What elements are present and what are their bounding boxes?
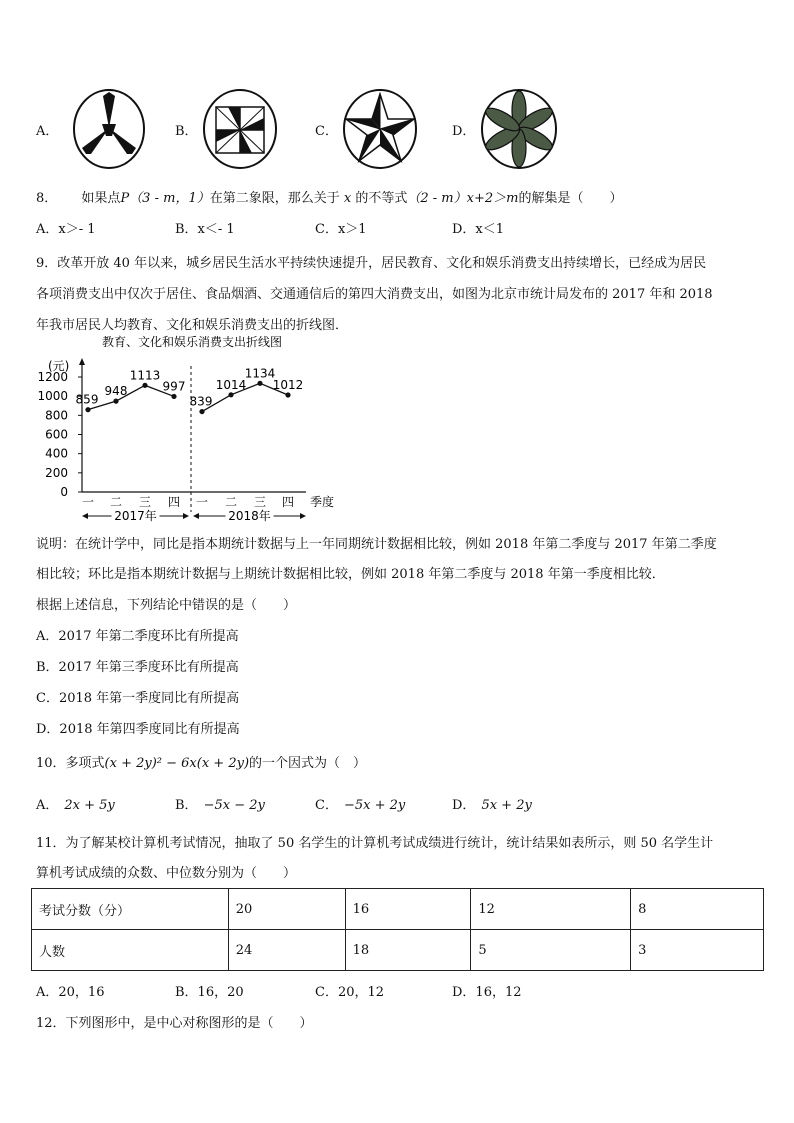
q12-stem: 12．下列图形中，是中心对称图形的是（ ） <box>36 1016 313 1031</box>
y-tick-label: 600 <box>45 427 68 442</box>
q8-option-a: A．x＞- 1 <box>36 222 96 237</box>
x-tick-label: 三 <box>138 495 152 509</box>
tri-blade-circle-icon <box>72 88 146 170</box>
q10-option-b-expr: −5x − 2y <box>203 798 265 813</box>
q10-option-b-letter: B． <box>175 798 198 813</box>
data-label: 948 <box>104 384 128 399</box>
q8-point: P（3 - m，1） <box>120 191 210 206</box>
q10-tail: 的一个因式为（ ） <box>249 756 367 771</box>
q8-stem-d: 的解集是（ ） <box>518 191 623 206</box>
x-tick-label: 一 <box>195 495 209 509</box>
data-label: 1134 <box>244 366 276 381</box>
q11-option-c: C．20，12 <box>315 985 385 1000</box>
q8-option-c: C．x＞1 <box>315 222 367 237</box>
x-tick-label: 一 <box>81 495 95 509</box>
data-label: 1014 <box>215 377 247 392</box>
table-cell: 人数 <box>32 930 229 971</box>
y-tick-label: 800 <box>45 408 68 423</box>
q10-option-d-expr: 5x + 2y <box>481 798 532 813</box>
y-tick-label: 1000 <box>37 389 68 404</box>
table-cell: 24 <box>228 930 345 971</box>
data-label: 839 <box>189 394 213 409</box>
line-chart <box>34 332 354 524</box>
table-cell: 5 <box>471 930 631 971</box>
x-tick-label: 四 <box>281 495 295 509</box>
q10-option-a-letter: A． <box>36 798 59 813</box>
score-table <box>31 888 764 971</box>
q8-inequality: （2 - m）x+2＞m <box>407 191 519 206</box>
q9-option-c: C．2018 年第一季度同比有所提高 <box>36 691 240 706</box>
q9-question: 根据上述信息，下列结论中错误的是（ ） <box>36 598 297 613</box>
q10-option-d-letter: D． <box>452 798 476 813</box>
data-point <box>85 407 90 412</box>
data-label: 1012 <box>272 378 304 393</box>
table-cell: 12 <box>471 889 631 930</box>
chart-y-axis-arrow <box>79 358 85 365</box>
q11-line-1: 11．为了解某校计算机考试情况，抽取了 50 名学生的计算机考试成绩进行统计，统计结果如表所示，则 50 名学生计 <box>36 836 714 851</box>
data-point <box>199 409 204 414</box>
pinwheel-circle-icon <box>202 88 278 170</box>
q9-line-2: 各项消费支出中仅次于居住、食品烟酒、交通通信后的第四大消费支出，如图为北京市统计局发布的 2017 年和 2018 <box>36 287 713 302</box>
q8-stem-b: 在第二象限，那么关于 <box>209 191 340 206</box>
q10-stem <box>36 752 366 771</box>
table-cell: 考试分数（分） <box>32 889 229 930</box>
q8-var: x <box>343 191 352 206</box>
q9-note-2: 相比较；环比是指本期统计数据与上期统计数据相比较，例如 2018 年第二季度与 2018 年第一季度相比较． <box>36 567 665 582</box>
table-cell: 16 <box>345 889 471 930</box>
table-row <box>32 889 764 930</box>
q11-option-b: B．16，20 <box>175 985 244 1000</box>
q11-line-2: 算机考试成绩的众数、中位数分别为（ ） <box>36 866 297 881</box>
data-point <box>113 399 118 404</box>
x-tick-label: 二 <box>224 495 238 509</box>
series-line-1 <box>88 385 174 409</box>
q8-stem-c: 的不等式 <box>355 191 408 206</box>
y-tick-label: 200 <box>45 465 68 480</box>
x-tick-label: 三 <box>253 495 267 509</box>
q10-number: 10．多项式 <box>36 756 105 771</box>
q7-option-d-letter: D． <box>452 124 476 139</box>
q10-option-c-expr: −5x + 2y <box>343 798 406 813</box>
q8-option-d: D．x＜1 <box>452 222 505 237</box>
q10-expression: (x + 2y)² − 6x(x + 2y) <box>104 756 250 771</box>
q9-line-1: 9．改革开放 40 年以来，城乡居民生活水平持续快速提升，居民教育、文化和娱乐消费支出持续增长，已经成为居民 <box>36 256 707 271</box>
y-tick-label: 400 <box>45 446 68 461</box>
x-tick-label: 二 <box>109 495 123 509</box>
data-label: 1113 <box>129 368 161 383</box>
table-cell: 8 <box>631 889 764 930</box>
data-label: 997 <box>162 379 186 394</box>
q8-option-b: B．x＜- 1 <box>175 222 235 237</box>
q9-note-1: 说明：在统计学中，同比是指本期统计数据与上一年同期统计数据相比较，例如 2018 年第二季度与 2017 年第二季度 <box>36 537 717 552</box>
x-tick-label: 四 <box>167 495 181 509</box>
q8-stem-a: 如果点 <box>81 191 121 206</box>
q11-option-a: A．20，16 <box>36 985 105 1000</box>
q10-option-c <box>315 794 405 813</box>
q8-number: 8． <box>36 191 58 206</box>
data-point <box>171 394 176 399</box>
q11-option-d: D．16，12 <box>452 985 522 1000</box>
table-cell: 18 <box>345 930 471 971</box>
data-point <box>257 381 262 386</box>
q8-stem <box>36 187 622 206</box>
table-cell: 3 <box>631 930 764 971</box>
q7-option-c-letter: C． <box>315 124 338 139</box>
q10-option-a-expr: 2x + 5y <box>64 798 115 813</box>
q10-option-d <box>452 794 532 813</box>
q9-line-3: 年我市居民人均教育、文化和娱乐消费支出的折线图． <box>36 318 349 333</box>
y-tick-label: 1200 <box>37 370 68 384</box>
q10-option-c-letter: C． <box>315 798 338 813</box>
data-point <box>285 392 290 397</box>
q9-option-d: D．2018 年第四季度同比有所提高 <box>36 722 240 737</box>
chart-x-label: 季度 <box>310 495 335 509</box>
group-label: 2018年 <box>228 509 271 523</box>
chart-y-unit: (元) <box>48 359 70 373</box>
group-arrow-left <box>82 513 88 519</box>
star-circle-icon <box>342 88 418 170</box>
q10-option-a <box>36 794 115 813</box>
table-row <box>32 930 764 971</box>
six-petal-flower-icon <box>480 88 558 170</box>
data-label: 859 <box>75 392 99 407</box>
data-point <box>228 392 233 397</box>
group-arrow-right <box>300 513 306 519</box>
chart-title: 教育、文化和娱乐消费支出折线图 <box>102 335 283 349</box>
q9-option-a: A．2017 年第二季度环比有所提高 <box>36 629 239 644</box>
q10-option-b <box>175 794 265 813</box>
group-arrow-right <box>183 513 189 519</box>
y-tick-label: 0 <box>60 485 68 499</box>
q9-option-b: B．2017 年第三季度环比有所提高 <box>36 660 239 675</box>
group-arrow-left <box>193 513 199 519</box>
q7-option-b-letter: B． <box>175 124 198 139</box>
q7-option-a-letter: A． <box>36 124 59 139</box>
data-point <box>142 383 147 388</box>
group-label: 2017年 <box>114 509 157 523</box>
table-cell: 20 <box>228 889 345 930</box>
